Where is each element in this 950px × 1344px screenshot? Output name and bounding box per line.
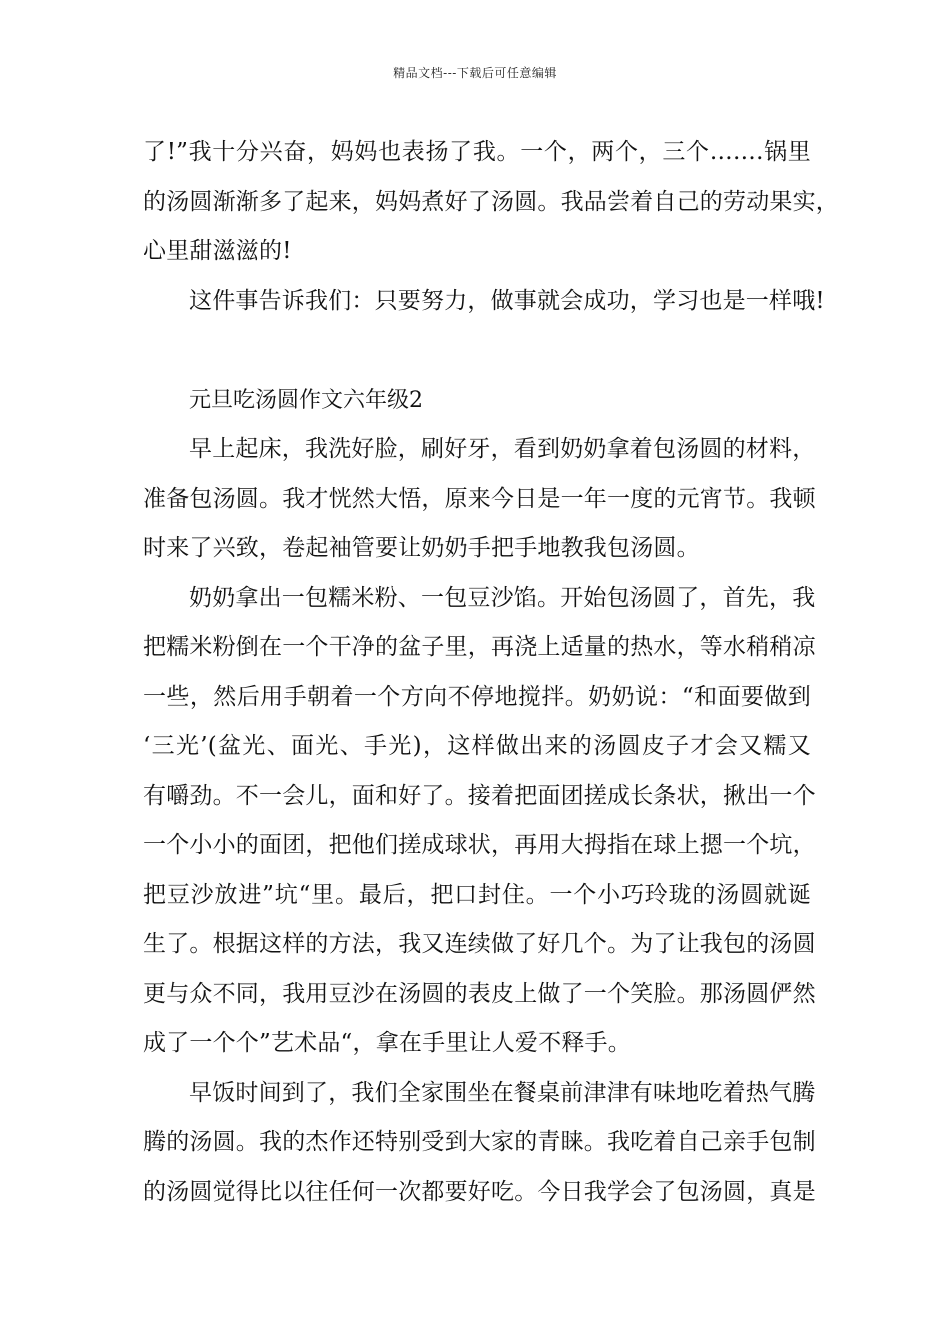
paragraph-1-line: 心里甜滋滋的!	[143, 238, 292, 264]
paragraph-4-line: 奶奶拿出一包糯米粉、一包豆沙馅。开始包汤圆了，首先，我	[189, 584, 816, 611]
paragraph-5-line: 的汤圆觉得比以往任何一次都要好吃。今日我学会了包汤圆，真是	[143, 1178, 816, 1205]
paragraph-3-line: 早上起床，我洗好脸，刷好牙，看到奶奶拿着包汤圆的材料，	[189, 436, 816, 462]
blank-line	[143, 326, 811, 376]
paragraph-3	[143, 425, 816, 574]
paragraph-4-line: 把豆沙放进”坑“里。最后，把口封住。一个小巧玲珑的汤圆就诞	[143, 881, 811, 908]
paragraph-4-line: 生了。根据这样的方法，我又连续做了好几个。为了让我包的汤圆	[143, 931, 816, 957]
paragraph-4-line: 一个小小的面团，把他们搓成球状，再用大拇指在球上摁一个坑，	[143, 832, 816, 858]
paragraph-4-line: ‘三光’(盆光、面光、手光)，这样做出来的汤圆皮子才会又糯又	[143, 733, 811, 759]
page-header: 精品文档---下载后可任意编辑	[393, 66, 557, 80]
paragraph-5	[143, 1069, 816, 1218]
paragraph-4-line: 有嚼劲。不一会儿，面和好了。接着把面团搓成长条状，揪出一个	[143, 782, 816, 809]
paragraph-3-line: 时来了兴致，卷起袖管要让奶奶手把手地教我包汤圆。	[143, 535, 700, 561]
paragraph-2-line: 这件事告诉我们：只要努力，做事就会成功，学习也是一样哦!	[189, 287, 825, 314]
section-title: 元旦吃汤圆作文六年级2	[189, 387, 423, 413]
paragraph-4-line: 一些，然后用手朝着一个方向不停地搅拌。奶奶说：“和面要做到	[143, 683, 811, 710]
paragraph-4-line: 成了一个个”艺术品“，拿在手里让人爱不释手。	[143, 1030, 631, 1056]
document-body	[143, 128, 839, 1217]
paragraph-1	[143, 128, 839, 277]
paragraph-4-line: 更与众不同，我用豆沙在汤圆的表皮上做了一个笑脸。那汤圆俨然	[143, 980, 816, 1007]
paragraph-5-line: 腾的汤圆。我的杰作还特别受到大家的青睐。我吃着自己亲手包制	[143, 1129, 816, 1155]
paragraph-4-line: 把糯米粉倒在一个干净的盆子里，再浇上适量的热水，等水稍稍凉	[143, 634, 816, 660]
paragraph-3-line: 准备包汤圆。我才恍然大悟，原来今日是一年一度的元宵节。我顿	[143, 485, 816, 512]
paragraph-2	[143, 277, 825, 327]
paragraph-1-line: 的汤圆渐渐多了起来，妈妈煮好了汤圆。我品尝着自己的劳动果实，	[143, 188, 839, 215]
paragraph-1-line: 了!”我十分兴奋，妈妈也表扬了我。一个，两个，三个…….锅里	[143, 139, 811, 165]
paragraph-5-line: 早饭时间到了，我们全家围坐在餐桌前津津有味地吃着热气腾	[189, 1079, 816, 1106]
paragraph-4	[143, 574, 816, 1069]
